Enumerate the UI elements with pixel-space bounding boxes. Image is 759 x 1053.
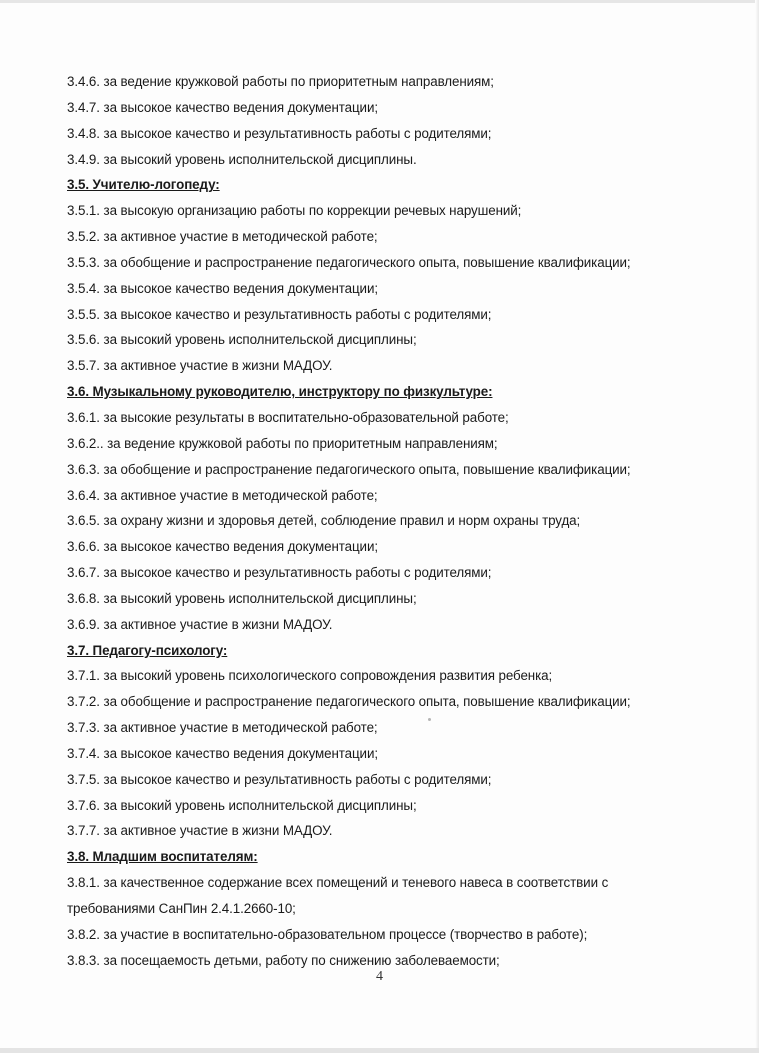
list-item: 3.6.6. за высокое качество ведения документации;	[67, 539, 378, 555]
list-item: 3.6.1. за высокие результаты в воспитательно-образовательной работе;	[67, 409, 509, 425]
list-item: 3.5.4. за высокое качество ведения документации;	[67, 280, 378, 296]
document-body	[67, 69, 717, 974]
list-item: 3.6.3. за обобщение и распространение педагогического опыта, повышение квалификации;	[67, 461, 631, 477]
list-item: 3.4.6. за ведение кружковой работы по приоритетным направлениям;	[67, 74, 494, 89]
list-item: 3.6.8. за высокий уровень исполнительской дисциплины;	[67, 590, 417, 606]
list-item: 3.4.9. за высокий уровень исполнительской дисциплины.	[67, 151, 417, 167]
list-item: 3.6.9. за активное участие в жизни МАДОУ.	[67, 616, 333, 632]
list-item: 3.8.1. за качественное содержание всех помещений и теневого навеса в соответствии с	[67, 875, 609, 891]
list-item: 3.5.7. за активное участие в жизни МАДОУ.	[67, 358, 333, 374]
page-number: 4	[376, 969, 383, 984]
list-item: 3.7.1. за высокий уровень психологического сопровождения развития ребенка;	[67, 668, 553, 684]
list-item: 3.5.2. за активное участие в методической работе;	[67, 229, 378, 245]
list-item: 3.5.3. за обобщение и распространение педагогического опыта, повышение квалификации;	[67, 254, 631, 270]
list-item: 3.8.3. за посещаемость детьми, работу по снижению заболеваемости;	[67, 952, 500, 968]
list-item: 3.4.7. за высокое качество ведения документации;	[67, 99, 378, 115]
scan-edge-top	[0, 0, 759, 3]
list-item: 3.6.4. за активное участие в методической работе;	[67, 487, 378, 503]
list-item: 3.7.5. за высокое качество и результативность работы с родителями;	[67, 771, 492, 787]
list-item: 3.6.7. за высокое качество и результативность работы с родителями;	[67, 565, 492, 581]
list-item: 3.7.6. за высокий уровень исполнительской дисциплины;	[67, 797, 417, 813]
section-heading: 3.5. Учителю-логопеду:	[67, 177, 220, 193]
list-item: 3.6.2.. за ведение кружковой работы по приоритетным направлениям;	[67, 435, 498, 451]
list-item: 3.7.3. за активное участие в методической работе;	[67, 720, 378, 736]
scan-edge-bottom	[0, 1048, 759, 1053]
list-item: 3.7.4. за высокое качество ведения документации;	[67, 745, 378, 761]
list-item: 3.7.7. за активное участие в жизни МАДОУ.	[67, 823, 333, 839]
section-heading: 3.8. Младшим воспитателям:	[67, 849, 258, 865]
list-item: 3.5.5. за высокое качество и результативность работы с родителями;	[67, 306, 492, 322]
section-heading: 3.7. Педагогу-психологу:	[67, 642, 228, 658]
list-item: 3.8.2. за участие в воспитательно-образовательном процессе (творчество в работе);	[67, 926, 588, 942]
list-item: 3.5.6. за высокий уровень исполнительской дисциплины;	[67, 332, 417, 348]
scan-edge-right	[755, 0, 759, 1053]
list-item: 3.6.5. за охрану жизни и здоровья детей, соблюдение правил и норм охраны труда;	[67, 513, 581, 529]
list-item: требованиями СанПин 2.4.1.2660-10;	[67, 901, 296, 916]
scan-speck	[428, 718, 431, 721]
list-item: 3.7.2. за обобщение и распространение педагогического опыта, повышение квалификации;	[67, 694, 631, 710]
list-item: 3.5.1. за высокую организацию работы по коррекции речевых нарушений;	[67, 203, 522, 219]
list-item: 3.4.8. за высокое качество и результативность работы с родителями;	[67, 125, 492, 141]
section-heading: 3.6. Музыкальному руководителю, инструктору по физкультуре:	[67, 384, 493, 400]
